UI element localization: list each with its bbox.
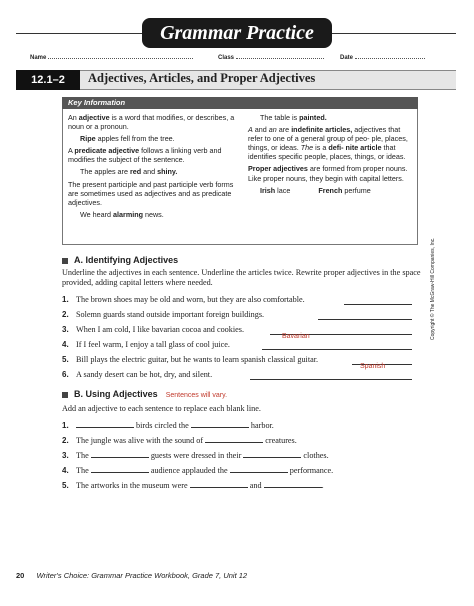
a-item-4: 4. If I feel warm, I enjoy a tall glass of cool juice. bbox=[62, 340, 230, 349]
a-answer-3[interactable] bbox=[270, 325, 412, 340]
example-participle: We heard alarming news. bbox=[80, 209, 164, 219]
def-participles: The present participle and past participle verb forms are sometimes used as adjectives and as predicate adjectives. bbox=[68, 179, 234, 207]
class-field[interactable] bbox=[236, 58, 324, 59]
key-info-left bbox=[68, 113, 240, 222]
page-banner: Grammar Practice bbox=[142, 18, 332, 48]
section-b-title: B. Using Adjectives Sentences will vary. bbox=[62, 389, 227, 399]
copyright-notice: Copyright © The McGraw-Hill Companies, Inc. bbox=[430, 237, 436, 340]
b-blank[interactable] bbox=[91, 464, 149, 473]
section-b-note: Sentences will vary. bbox=[165, 392, 228, 399]
page-footer bbox=[16, 571, 247, 580]
example-adjective: Ripe apples fell from the tree. bbox=[80, 134, 175, 144]
b-blank[interactable] bbox=[243, 449, 301, 458]
def-adjective: An adjective is a word that modifies, or describes, a noun or a pronoun. bbox=[68, 113, 235, 132]
b-item-1: 1. birds circled the harbor. bbox=[62, 421, 274, 430]
key-info-right bbox=[248, 113, 412, 198]
b-blank[interactable] bbox=[191, 419, 249, 428]
key-info-header: Key Information bbox=[62, 97, 418, 109]
b-blank[interactable] bbox=[264, 479, 322, 488]
b-item-4: 4. The audience applauded the performance. bbox=[62, 466, 334, 475]
a-item-6: 6. A sandy desert can be hot, dry, and silent. bbox=[62, 370, 213, 379]
a-item-2: 2. Solemn guards stand outside important foreign buildings. bbox=[62, 310, 265, 319]
a-answer-6[interactable] bbox=[250, 370, 412, 380]
lesson-number: 12.1–2 bbox=[16, 70, 80, 90]
name-row bbox=[30, 55, 193, 61]
bullet-square-icon bbox=[62, 258, 68, 264]
b-blank[interactable] bbox=[76, 419, 134, 428]
lesson-title: Adjectives, Articles, and Proper Adjectives bbox=[88, 71, 316, 85]
example-painted: The table is painted. bbox=[260, 113, 327, 122]
a-item-5: 5. Bill plays the electric guitar, but he wants to learn spanish classical guitar. bbox=[62, 355, 319, 364]
class-label: Class bbox=[218, 55, 235, 61]
b-item-5: 5. The artworks in the museum were and . bbox=[62, 481, 324, 490]
a-item-1: 1. The brown shoes may be old and worn, but they are also comfortable. bbox=[62, 295, 305, 304]
example-predicate: The apples are red and shiny. bbox=[80, 167, 178, 177]
b-blank[interactable] bbox=[190, 479, 248, 488]
bullet-square-icon bbox=[62, 392, 68, 398]
b-blank[interactable] bbox=[91, 449, 149, 458]
class-row bbox=[218, 55, 324, 61]
footer-text: Writer's Choice: Grammar Practice Workbook, Grade 7, Unit 12 bbox=[36, 571, 248, 580]
a-answer-5[interactable] bbox=[352, 355, 412, 370]
b-item-3: 3. The guests were dressed in their clothes. bbox=[62, 451, 329, 460]
name-label: Name bbox=[30, 55, 47, 61]
a-answer-1[interactable] bbox=[344, 295, 412, 305]
name-field[interactable] bbox=[48, 58, 193, 59]
b-item-2: 2. The jungle was alive with the sound of creatures. bbox=[62, 436, 297, 445]
section-a-title: A. Identifying Adjectives bbox=[62, 255, 178, 265]
def-predicate-adjective: A predicate adjective follows a linking verb and modifies the subject of the sentence. bbox=[68, 146, 222, 165]
def-proper-adjectives: Proper adjectives are formed from proper nouns. Like proper nouns, they begin with capital letters. bbox=[248, 164, 408, 183]
date-label: Date bbox=[340, 55, 354, 61]
def-articles: A and an are indefinite articles, adjectives that refer to one of a general group of peo- ple, places, things, or ideas. The is a defi- nite article that identifies specific people, places, things, or ideas. bbox=[248, 125, 408, 162]
a-answer-2[interactable] bbox=[318, 310, 412, 320]
date-row bbox=[340, 55, 425, 61]
section-a-instructions: Underline the adjectives in each sentence. Underline the articles twice. Rewrite proper adjectives in the space provided, adding capital letters where needed. bbox=[62, 268, 421, 287]
page-number: 20 bbox=[16, 571, 25, 580]
b-blank[interactable] bbox=[205, 434, 263, 443]
section-b-instructions: Add an adjective to each sentence to replace each blank line. bbox=[62, 404, 261, 413]
a-answer-4[interactable] bbox=[262, 340, 412, 350]
a-answer-3-text: Bavarian bbox=[282, 333, 310, 340]
a-answer-5-text: Spanish bbox=[360, 363, 386, 370]
b-blank[interactable] bbox=[230, 464, 288, 473]
date-field[interactable] bbox=[355, 58, 425, 59]
a-item-3: 3. When I am cold, I like bavarian cocoa and cookies. bbox=[62, 325, 244, 334]
example-proper: Irish lace French perfume bbox=[260, 185, 371, 195]
